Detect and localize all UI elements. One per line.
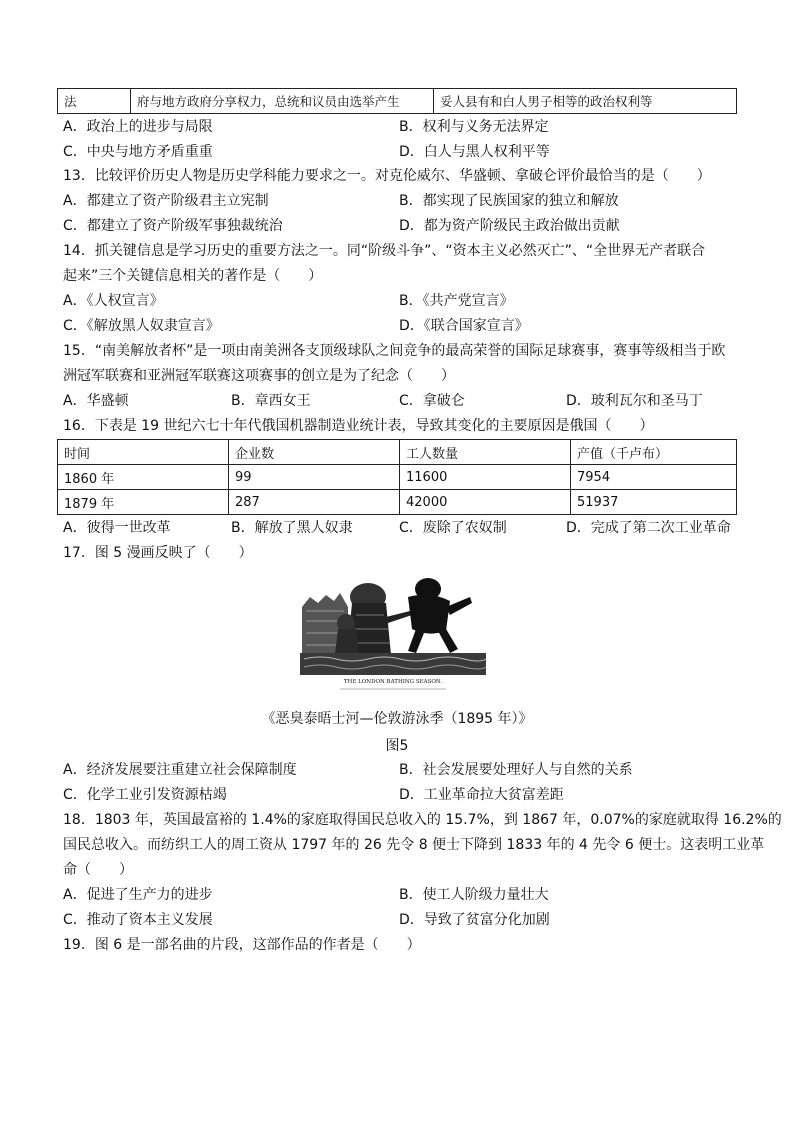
q13-option-c: C．都建立了资产阶级军事独裁统治 (63, 218, 283, 234)
russia-machinery-table (57, 439, 737, 515)
q19-stem: 19．图 6 是一部名曲的片段，这部作品的作者是（ ） (63, 937, 421, 953)
q17-option-c: C．化学工业引发资源枯竭 (63, 787, 227, 803)
q13-option-d: D．都为资产阶级民主政治做出贡献 (399, 218, 620, 234)
q16-option-a: A．彼得一世改革 (63, 520, 171, 536)
q12-option-d: D．白人与黑人权利平等 (399, 144, 550, 160)
q12-option-c: C．中央与地方矛盾重重 (63, 144, 213, 160)
q18-stem-line3: 命（ ） (63, 862, 133, 878)
q15-option-d: D．玻利瓦尔和圣马丁 (566, 393, 703, 409)
q13-option-b: B．都实现了民族国家的独立和解放 (399, 193, 619, 209)
column-header: 工人数量 (400, 440, 571, 465)
table-row (58, 490, 737, 515)
q12-option-a: A．政治上的进步与局限 (63, 119, 213, 135)
q16-option-d: D．完成了第二次工业革命 (566, 520, 731, 536)
table-cell: 妥人县有和白人男子相等的政治权利等 (434, 89, 737, 114)
q15-option-b: B．章西女王 (231, 393, 311, 409)
q14-option-c: C．《解放黑人奴隶宣言》 (63, 318, 220, 334)
q13-stem: 13．比较评价历史人物是历史学科能力要求之一。对克伦威尔、华盛顿、拿破仑评价最恰当的是（ ） (63, 168, 711, 184)
table-cell: 42000 (400, 490, 571, 515)
table-cell: 51937 (571, 490, 737, 515)
q13-option-a: A．都建立了资产阶级君主立宪制 (63, 193, 269, 209)
table-header-row (58, 440, 737, 465)
q16-stem: 16．下表是 19 世纪六七十年代俄国机器制造业统计表，导致其变化的主要原因是俄国（ ） (63, 418, 654, 434)
q14-stem-line2: 起来”三个关键信息相关的著作是（ ） (63, 268, 323, 284)
q18-stem-line1: 18．1803 年，英国最富裕的 1.4%的家庭取得国民总收入的 15.7%，到 1867 年，0.07%的家庭就取得 16.2%的 (63, 812, 782, 828)
table-cell: 11600 (400, 465, 571, 490)
table-row (58, 89, 737, 114)
thames-cartoon-image (300, 567, 486, 695)
q14-stem-line1: 14．抓关键信息是学习历史的重要方法之一。同“阶级斗争”、“资本主义必然灭亡”、“全世界无产者联合 (63, 243, 706, 259)
column-header: 时间 (58, 440, 229, 465)
q15-stem-line1: 15．“南美解放者杯”是一项由南美洲各支顶级球队之间竞争的最高荣誉的国际足球赛事，赛事等级相当于欧 (63, 343, 726, 359)
table-cell: 法 (58, 89, 131, 114)
q15-option-a: A．华盛顿 (63, 393, 129, 409)
q14-option-b: B．《共产党宣言》 (399, 293, 514, 309)
q16-option-b: B．解放了黑人奴隶 (231, 520, 353, 536)
q14-option-d: D．《联合国家宣言》 (399, 318, 529, 334)
table-row (58, 465, 737, 490)
figure-title: 《恶臭泰晤士河—伦敦游泳季（1895 年）》 (261, 711, 533, 727)
cartoon-caption: THE LONDON BATHING SEASON. (343, 679, 443, 685)
q16-option-c: C．废除了农奴制 (399, 520, 507, 536)
table-cell: 1860 年 (58, 465, 229, 490)
q18-option-c: C．推动了资本主义发展 (63, 912, 213, 928)
q15-option-c: C．拿破仑 (399, 393, 465, 409)
q18-option-a: A．促进了生产力的进步 (63, 887, 213, 903)
q17-option-b: B．社会发展要处理好人与自然的关系 (399, 762, 633, 778)
table-cell: 287 (229, 490, 400, 515)
law-table (57, 88, 737, 114)
column-header: 产值（千卢布） (571, 440, 737, 465)
q18-option-b: B．使工人阶级力量壮大 (399, 887, 549, 903)
figure-label: 图5 (385, 738, 409, 754)
table-cell: 99 (229, 465, 400, 490)
q15-stem-line2: 洲冠军联赛和亚洲冠军联赛这项赛事的创立是为了纪念（ ） (63, 368, 455, 384)
q18-stem-line2: 国民总收入。而纺织工人的周工资从 1797 年的 26 先令 8 便士下降到 1833 年的 4 先令 6 便士。这表明工业革 (63, 837, 765, 853)
table-cell: 7954 (571, 465, 737, 490)
q14-option-a: A．《人权宣言》 (63, 293, 164, 309)
q18-option-d: D．导致了贫富分化加剧 (399, 912, 550, 928)
q17-option-a: A．经济发展要注重建立社会保障制度 (63, 762, 297, 778)
table-cell: 1879 年 (58, 490, 229, 515)
column-header: 企业数 (229, 440, 400, 465)
q12-option-b: B．权利与义务无法界定 (399, 119, 549, 135)
q17-option-d: D．工业革命拉大贫富差距 (399, 787, 564, 803)
q17-stem: 17．图 5 漫画反映了（ ） (63, 545, 253, 561)
table-cell: 府与地方政府分享权力，总统和议员由选举产生 (131, 89, 434, 114)
